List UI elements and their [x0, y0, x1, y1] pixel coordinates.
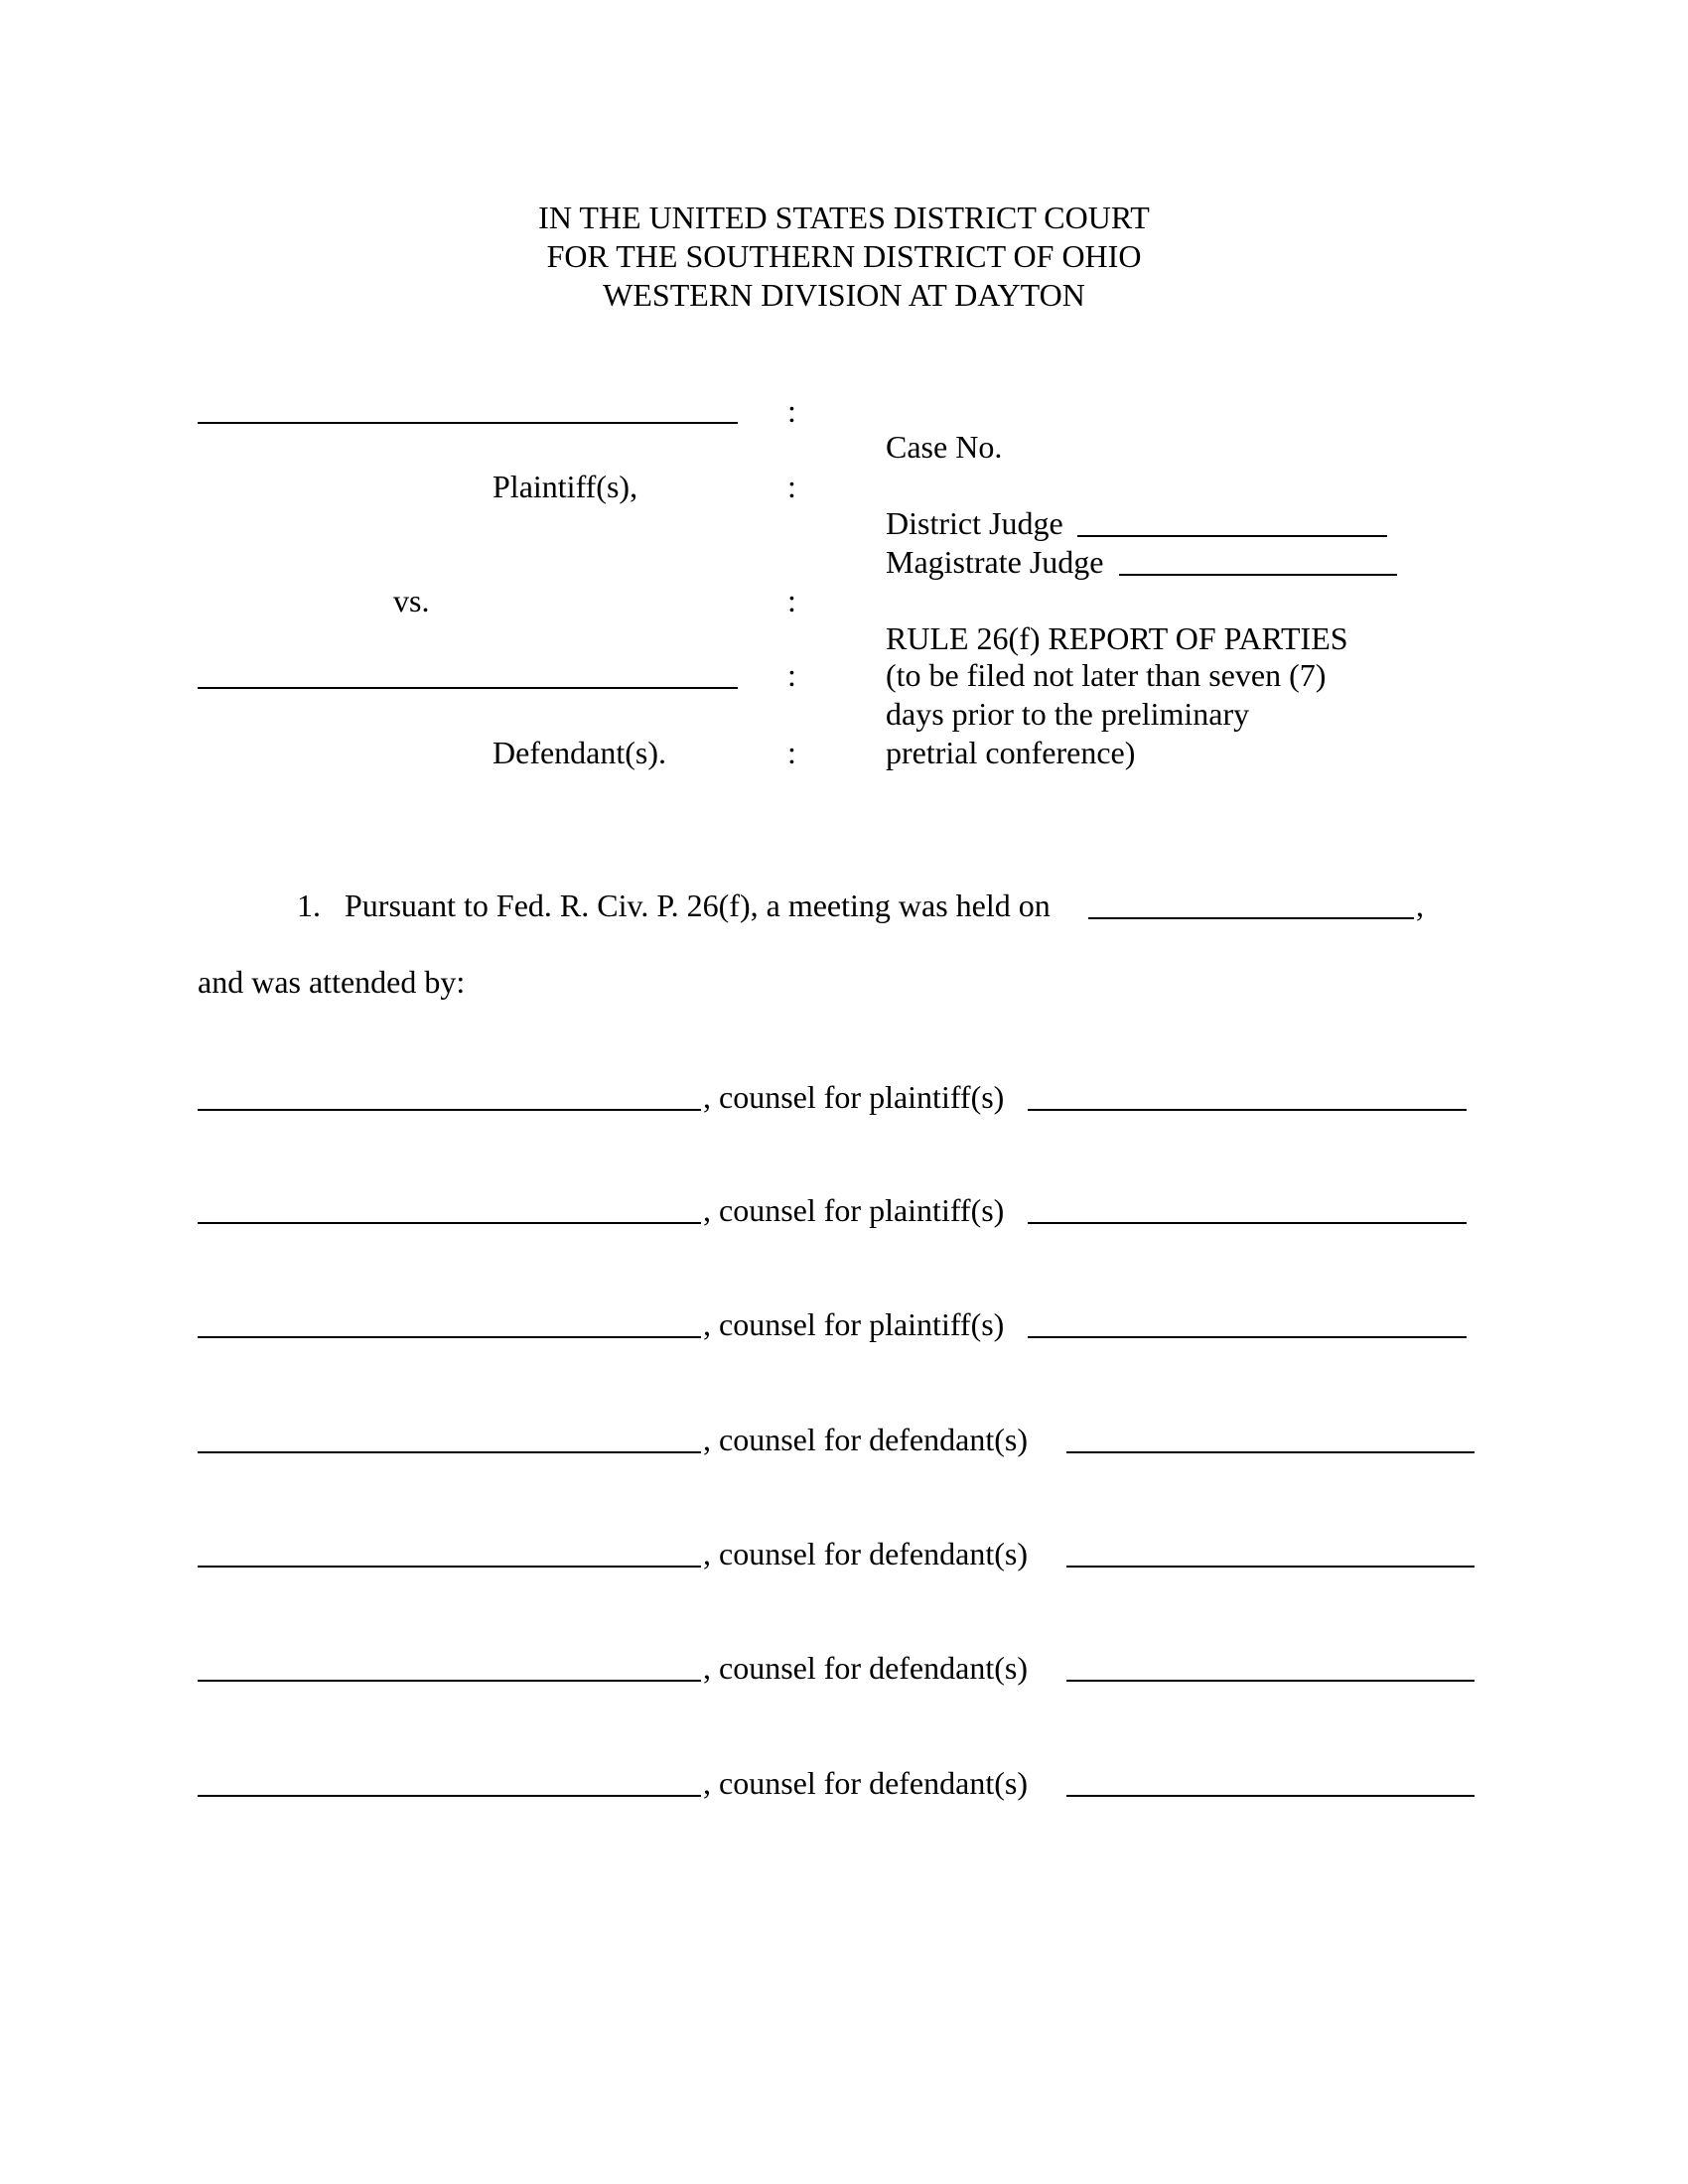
meeting-date-field[interactable]: [1088, 917, 1414, 919]
attended-by-text: and was attended by:: [198, 964, 466, 1000]
attendee-party-field[interactable]: [1066, 1795, 1475, 1797]
defendant-label: Defendant(s).: [492, 735, 667, 770]
report-title-line-2: (to be filed not later than seven (7): [886, 657, 1327, 693]
attendee-party-field[interactable]: [1028, 1336, 1467, 1338]
item-1-comma: ,: [1416, 887, 1424, 923]
attendee-name-field[interactable]: [198, 1222, 701, 1224]
attendee-role: , counsel for plaintiff(s): [703, 1192, 1005, 1228]
attendee-party-field[interactable]: [1028, 1222, 1467, 1224]
report-title-line-1: RULE 26(f) REPORT OF PARTIES: [886, 620, 1348, 656]
caption-colon: :: [787, 657, 796, 693]
attendee-role: , counsel for defendant(s): [703, 1422, 1028, 1457]
vs-label: vs.: [393, 583, 430, 618]
district-judge-label: District Judge: [886, 505, 1063, 541]
district-judge-field[interactable]: [1077, 535, 1387, 537]
attendee-name-field[interactable]: [198, 1109, 701, 1111]
attendee-party-field[interactable]: [1066, 1680, 1475, 1682]
attendee-name-field[interactable]: [198, 1566, 701, 1568]
attendee-role: , counsel for defendant(s): [703, 1536, 1028, 1571]
report-title-line-3: days prior to the preliminary: [886, 696, 1250, 732]
attendee-party-field[interactable]: [1066, 1566, 1475, 1568]
magistrate-judge-field[interactable]: [1119, 574, 1397, 576]
attendee-role: , counsel for defendant(s): [703, 1650, 1028, 1686]
court-name-line-3: WESTERN DIVISION AT DAYTON: [603, 277, 1085, 313]
attendee-party-field[interactable]: [1066, 1451, 1475, 1453]
defendant-name-field[interactable]: [198, 687, 738, 689]
plaintiff-label: Plaintiff(s),: [492, 469, 638, 504]
attendee-name-field[interactable]: [198, 1451, 701, 1453]
court-name-line-1: IN THE UNITED STATES DISTRICT COURT: [538, 200, 1150, 235]
attendee-role: , counsel for plaintiff(s): [703, 1079, 1005, 1115]
caption-colon: :: [787, 583, 796, 618]
attendee-name-field[interactable]: [198, 1336, 701, 1338]
caption-colon: :: [787, 469, 796, 504]
magistrate-judge-label: Magistrate Judge: [886, 544, 1104, 580]
attendee-name-field[interactable]: [198, 1680, 701, 1682]
case-number-label: Case No.: [886, 429, 1003, 465]
plaintiff-name-field[interactable]: [198, 422, 738, 424]
report-title-line-4: pretrial conference): [886, 735, 1136, 770]
court-name-line-2: FOR THE SOUTHERN DISTRICT OF OHIO: [546, 238, 1142, 274]
item-number: 1.: [297, 887, 321, 923]
attendee-role: , counsel for defendant(s): [703, 1765, 1028, 1801]
caption-colon: :: [787, 735, 796, 770]
attendee-role: , counsel for plaintiff(s): [703, 1306, 1005, 1342]
caption-colon: :: [787, 393, 796, 429]
attendee-name-field[interactable]: [198, 1795, 701, 1797]
item-1-text: Pursuant to Fed. R. Civ. P. 26(f), a meeting was held on: [345, 887, 1051, 923]
attendee-party-field[interactable]: [1028, 1109, 1467, 1111]
